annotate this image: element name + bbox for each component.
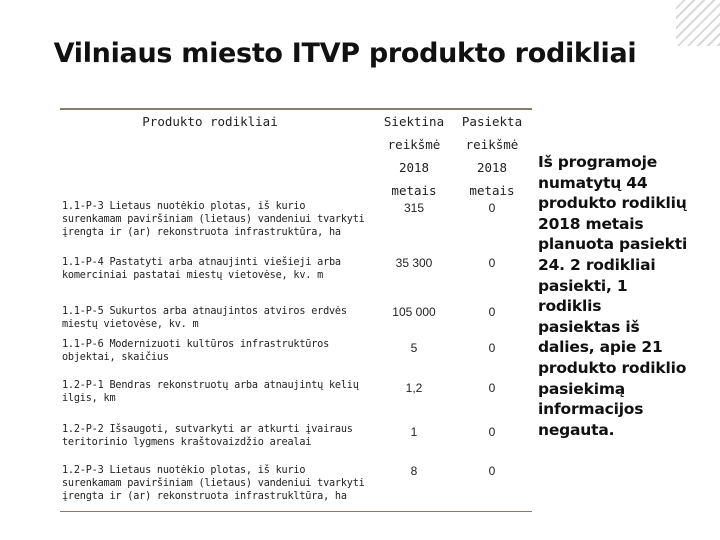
row-description: 1.1-P-6 Modernizuoti kultūros infrastruktūros objektai, skaičius bbox=[62, 339, 330, 363]
row-achieved-value: 0 bbox=[488, 425, 496, 439]
row-description: 1.1-P-5 Sukurtos arba atnaujintos atviros erdvės miestų vietovėse, kv. m bbox=[62, 306, 347, 330]
row-achieved-value: 0 bbox=[488, 464, 496, 478]
row-target-value: 105 000 bbox=[392, 305, 436, 319]
page-title: Vilniaus miesto ITVP produkto rodikliai bbox=[53, 38, 637, 69]
row-description: 1.1-P-3 Lietaus nuotėkio plotas, iš kurio surenkamam paviršiniam (lietaus) vandeniui tvarkyti įrengta ir (ar) rekonstruota infrastruktūra, ha bbox=[62, 201, 365, 238]
column-header-indicators: Produkto rodikliai bbox=[142, 114, 278, 129]
row-description: 1.2-P-2 Išsaugoti, sutvarkyti ar atkurti įvairaus teritorinio lygmens kraštovaizdžio arealai bbox=[62, 424, 353, 448]
column-header-target-line: Siektina bbox=[383, 114, 445, 129]
column-header-achieved-line: Pasiekta bbox=[461, 114, 523, 129]
row-description: 1.2-P-1 Bendras rekonstruotų arba atnaujintų kelių ilgis, km bbox=[62, 380, 359, 404]
row-target-value: 1,2 bbox=[405, 381, 423, 395]
row-description: 1.1-P-4 Pastatyti arba atnaujinti viešieji arba komerciniai pastatai miestų vietovėse, kv. m bbox=[62, 257, 341, 281]
row-target-value: 1 bbox=[410, 425, 418, 439]
row-target-value: 5 bbox=[410, 341, 418, 355]
row-achieved-value: 0 bbox=[488, 256, 496, 270]
column-header-target bbox=[380, 110, 448, 202]
row-achieved-value: 0 bbox=[488, 305, 496, 319]
row-achieved-value: 0 bbox=[488, 201, 496, 215]
column-header-target-line: reikšmė bbox=[387, 137, 441, 152]
column-header-achieved-line: 2018 bbox=[476, 160, 508, 175]
row-target-value: 35 300 bbox=[395, 256, 433, 270]
column-header-target-line: 2018 bbox=[398, 160, 430, 175]
column-header-achieved-line: reikšmė bbox=[465, 137, 519, 152]
row-target-value: 315 bbox=[403, 201, 425, 215]
column-header-target-line: metais bbox=[391, 183, 437, 198]
table-bottom-rule bbox=[60, 511, 532, 512]
row-achieved-value: 0 bbox=[488, 381, 496, 395]
row-description: 1.2-P-3 Lietaus nuotėkio plotas, iš kurio surenkamam paviršiniam (lietaus) vandeniui tvarkyti įrengta ir (ar) rekonstruota infrastrukltūra, ha bbox=[62, 465, 365, 502]
column-header-achieved-line: metais bbox=[469, 183, 515, 198]
summary-note: Iš programoje numatytų 44 produkto rodiklių 2018 metais planuota pasiekti 24. 2 rodikliai pasiekti, 1 rodiklis pasiektas iš dalies, apie 21 produkto rodiklio pasiekimą informacijos negauta. bbox=[538, 153, 688, 439]
row-target-value: 8 bbox=[410, 464, 418, 478]
column-header-achieved bbox=[458, 110, 526, 202]
row-achieved-value: 0 bbox=[488, 341, 496, 355]
